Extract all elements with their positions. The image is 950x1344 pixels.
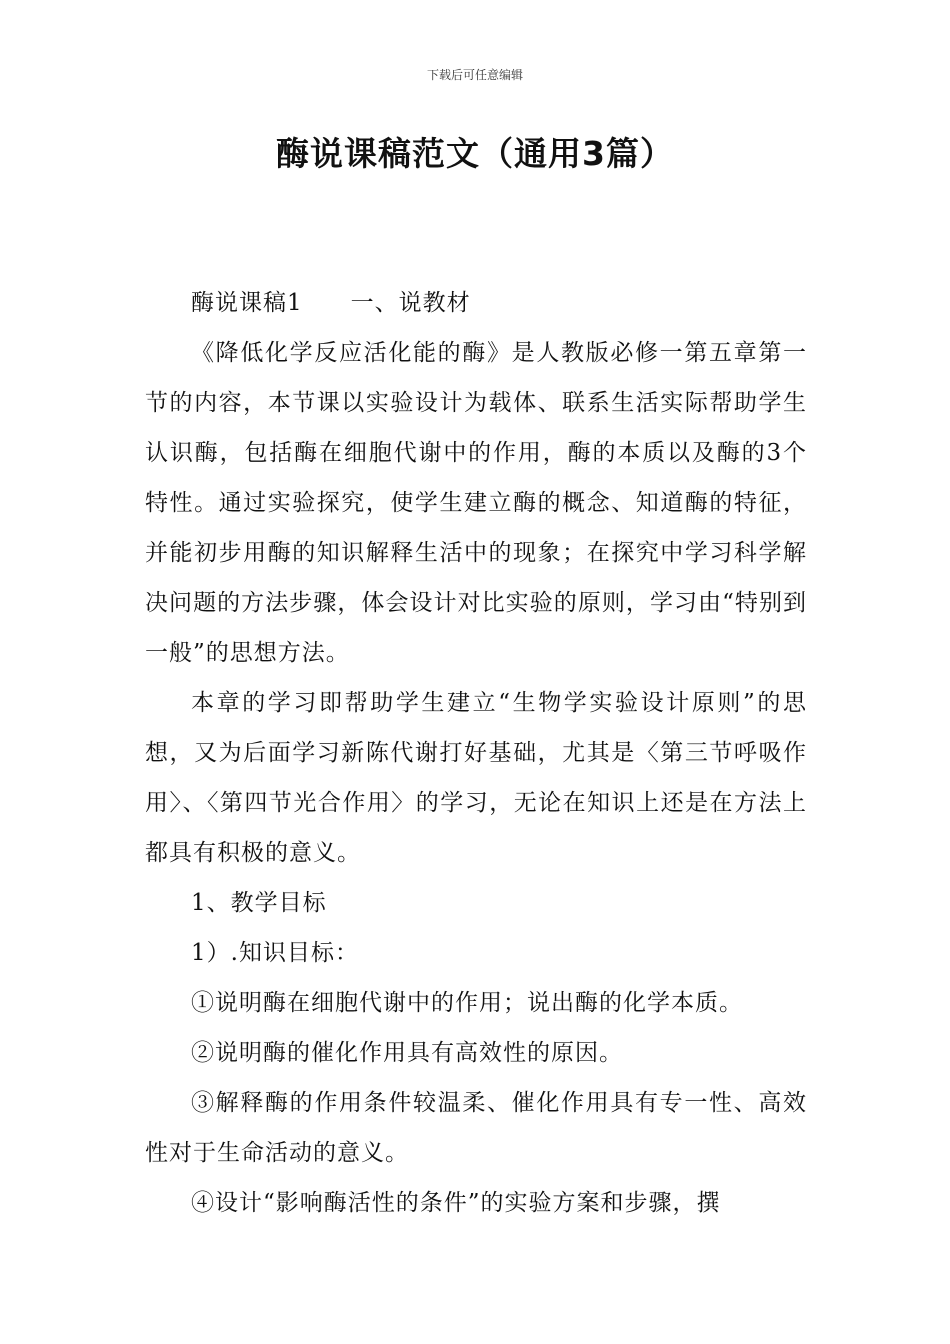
list-item-goal-2: ②说明酶的催化作用具有高效性的原因。 xyxy=(191,1040,623,1066)
document-title: 酶说课稿范文（通用3篇） xyxy=(276,134,674,173)
section-heading xyxy=(145,278,807,328)
paragraph-teaching-goals-heading: 1、教学目标 xyxy=(191,890,327,916)
list-item-goal-4: ④设计“影响酶活性的条件”的实验方案和步骤，撰 xyxy=(191,1190,721,1216)
page-header-note: 下载后可任意编辑 xyxy=(426,68,523,82)
list-item-goal-1: ①说明酶在细胞代谢中的作用；说出酶的化学本质。 xyxy=(191,990,743,1016)
paragraph-textbook-intro: 《降低化学反应活化能的酶》是人教版必修一第五章第一节的内容，本节课以实验设计为载体、联系生活实际帮助学生认识酶，包括酶在细胞代谢中的作用，酶的本质以及酶的3个特性。通过实验探究，使学生建立酶的概念、知道酶的特征，并能初步用酶的知识解释生活中的现象；在探究中学习科学解决问题的方法步骤，体会设计对比实验的原则，学习由“特别到一般”的思想方法。 xyxy=(145,340,807,666)
paragraph-knowledge-goals-heading: 1）.知识目标： xyxy=(191,940,359,966)
list-item-goal-3: ③解释酶的作用条件较温柔、催化作用具有专一性、高效性对于生命活动的意义。 xyxy=(145,1090,807,1166)
paragraph-chapter-significance: 本章的学习即帮助学生建立“生物学实验设计原则”的思想，又为后面学习新陈代谢打好基础，尤其是〈第三节呼吸作用〉、〈第四节光合作用〉的学习，无论在知识上还是在方法上都具有积极的意义。 xyxy=(145,690,807,866)
section-sub-label: 一、说教材 xyxy=(350,290,471,316)
document-body xyxy=(145,278,807,1228)
section-part-label: 酶说课稿1 xyxy=(191,290,303,316)
